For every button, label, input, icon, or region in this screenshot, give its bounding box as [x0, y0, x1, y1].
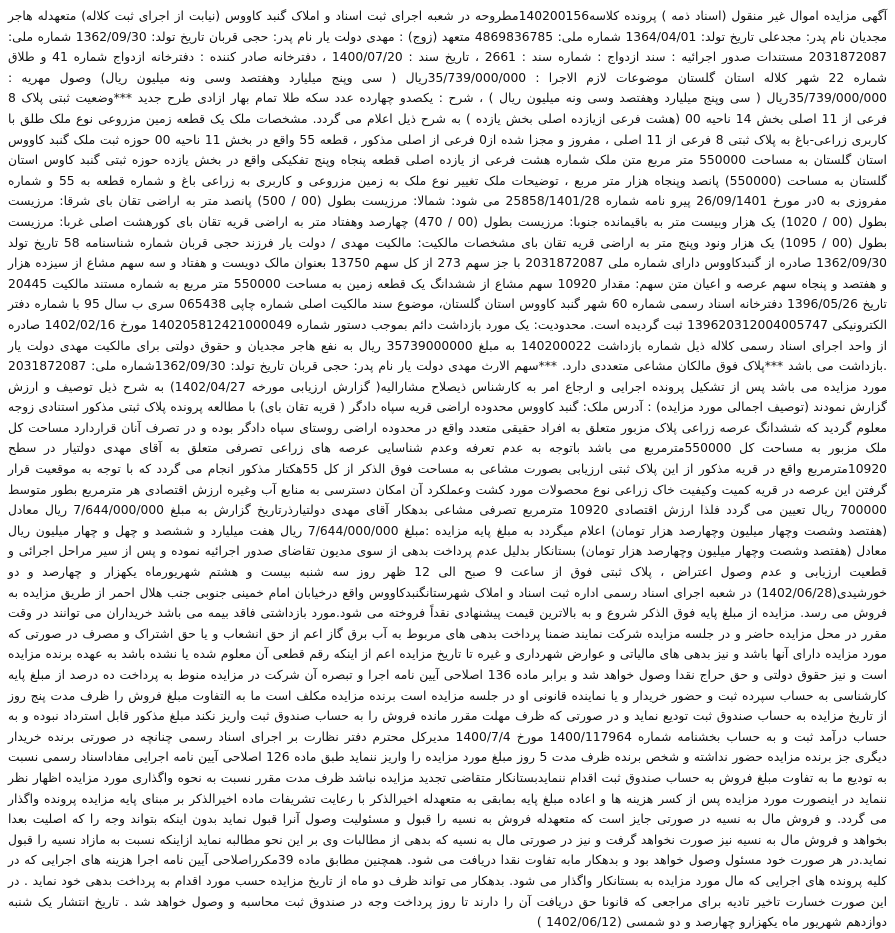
auction-notice-text: آگهی مزایده اموال غیر منقول (اسناد ذمه ) پرونده کلاسه140200156مطروحه در شعبه اجرای ثبت اسناد و املاک گنبد کاووس (نیابت از اجرای ثبت کلاله) متعهدله هاجر مجدیان نام پدر: مجدعلی تاریخ تولد: 1364/04/01 شماره ملی: 4869836785 متعهد (زوج) : مهدی دولت یار نام پدر: حجی قربان تاریخ تولد: 1362/09/30 شماره ملی: 2031872087 مستندات صدور اجرائیه : سند ازدواج : شماره سند : 2661 ، تاریخ سند : 1400/07/20 ، دفترخانه صادر کننده : دفترخانه ازدواج شماره 41 و طلاق شماره 22 شهر کلاله استان گلستان موضوعات لازم الاجرا : 35/739/000/000ریال ( سی وپنج میلیارد وهفتصد وسی ونه میلیون ریال) وصول مهریه : 35/739/000/000ریال ( سی وپنج میلیارد وهفتصد وسی ونه میلیون ریال ) ، شرح : یکصدو چهارده عدد سکه طلا تمام بهار ازادی طرح جدید ***وضعیت ثبتی پلاک 8 فرعی از 11 اصلی بخش 14 ناحیه 00 (هشت فرعی ازیازده اصلی بخش یازده ) به شرح ذیل اعلام می گردد. مشخصات ملک یک قطعه زمین مزروعی نوع ملک طلق با کاربری زراعی-باغ به پلاک ثبتی 8 فرعی از 11 اصلی ، مفروز و مجزا شده از0 فرعی از اصلی مذکور ، قطعه 55 واقع در بخش 11 ناحیه 00 حوزه ثبت ملک گنبد کاووس استان گلستان به مساحت 550000 متر مربع متن ملک شماره هشت فرعی از یازده اصلی قطعه پنجاه وپنج تفکیکی واقع در بخش یازده حوزه ثبتی گنبد کاوس استان گلستان به مساحت (550000) پانصد وپنجاه هزار متر مربع ، توضیحات ملک تغییر نوع ملک به زمین مزروعی و کاربری به زراعی باغ و شماره قطعه به 55 و شماره مفروزی به 0در مورخ 26/09/1401 پیرو نامه شماره 25858/1401/28 می شود: شمالا: مرزیست بطول (00 / 500) پانصد متر به اراضی تقان بای شرقا: مرزیست بطول (00 / 1020) یک هزار وبیست متر به باقیمانده جنوبا: مرزیست بطول (00 / 470) چهارصد وهفتاد متر به اراضی قریه تقان بای کورهشت اصلی غربا: مرزیست بطول (00 / 1095) یک هزار ونود وپنج متر به اراضی قریه تقان بای مشخصات مالکیت: مالکیت مهدی / دولت یار فرزند حجی قربان شماره شناسنامه 58 تاریخ تولد 1362/09/30 صادره از گنبدکاووس دارای شماره ملی 2031872087 با جز سهم 273 از کل سهم 13750 بعنوان مالک دویست و هفتاد و سه سهم مشاع از سیزده هزار و هفتصد و پنجاه سهم عرصه و اعیان متن سهم: مقدار 10920 سهم مشاع از ششدانگ یک قطعه زمین به مساحت 550000 متر مربع به شماره مستند مالکیت 20445 تاریخ 1396/05/26 دفترخانه اسناد رسمی شماره 60 شهر گنبد کاووس استان گلستان، موضوع سند مالکیت اصلی شماره چاپی 065438 سری ب سال 95 با شماره دفتر الکترونیکی 139620312004005747 ثبت گردیده است. محدودیت: یک مورد بازداشت دائم بموجب دستور شماره 140205812421000049 مورخ 1402/02/16 صادره از واحد اجرای اسناد رسمی کلاله ذیل شماره بازداشت 140200022 به مبلغ 35739000000 ریال به نفع هاجر مجدیان و حقوق دولتی برای مالکیت مهدی دولت یار .بازداشت می باشد ***پلاک فوق مالکان مشاعی متعددی دارد. ***سهم الارث مهدی دولت یار نام پدر: حجی قربان تاریخ تولد: 1362/09/30شماره ملی: 2031872087 مورد مزایده می باشد پس از تشکیل پرونده اجرایی و ارجاع امر به کارشناس ذیصلاح مشارالیه( گزارش ارزیابی مورخه 1402/04/27) به شرح ذیل توصیف و ارزش گزارش نمودند (توصیف اجمالی مورد مزایده) : آدرس ملک: گنبد کاووس محدوده اراضی قریه سپاه دادگر ( قریه تقان بای) با مطالعه پرونده پلاک ثبتی مذکور استنادی زوجه معلوم گردید که ششدانگ عرصه زراعی پلاک مزبور متعلق به افراد حقیقی متعدد واقع در محدوده اراضی روستای سپاه دادگر بوده و در تصرف آنان قراردارد مساحت کل ملک مزبور به مساحت کل 550000مترمربع می باشد باتوجه به عدم تعرفه وعدم شناسایی عرصه های زراعی تصرفی متعلق به آقای مهدی دولتیار در سطح 10920مترمربع واقع در قریه مذکور از این پلاک ثبتی ارزیابی بصورت مشاعی به مساحت فوق الذکر از کل 55هکتار مذکور انجام می گردد که با توجه به موقعیت قرار گرفتن این عرصه در قریه کمیت وکیفیت خاک زراعی نوع محصولات مورد کشت وعملکرد آن امکان دسترسی به منابع آب وغیره ارزش اقتصادی هر مترمربع بطور متوسط 700000 ریال تعیین می گردد فلذا ارزش اقتصادی 10920 مترمربع تصرفی مشاعی بدهکار آقای مهدی دولتیارذرتاریخ گزارش به مبلغ 7/644/000/000 ریال معادل (هفتصد وشصت وچهار میلیون وچهارصد هزار تومان) اعلام میگردد به مبلغ پایه مزایده :مبلغ 7/644/000/000 ریال هفت میلیارد و ششصد و چهل و چهار میلیون ریال معادل (هفتصد وشصت وچهار میلیون وچهارصد هزار تومان) بستانکار بدلیل عدم پرداخت بدهی از سوی مدیون تقاضای صدور اجرائیه نموده و پس از سیر مراحل اجرائی و قطعیت ارزیابی و عدم وصول اعتراض ، پلاک ثبتی فوق از ساعت 9 صبح الی 12 ظهر روز سه شنبه بیست و هشتم شهریورماه یکهزار و چهارصد و دو خورشیدی(1402/06/28) در شعبه اجرای اسناد رسمی اداره ثبت اسناد و املاک شهرستانگنبدکاووس واقع درخیابان امام خمینی جنوبی جنب هلال احمر از طریق مزایده به فروش می رسد. مزایده از مبلغ پایه فوق الذکر شروع و به بالاترین قیمت پیشنهادی نقداً فروخته می شود.مورد بازداشتی فاقد بیمه می باشد خریداران می توانند در وقت مقرر در محل مزایده حاضر و در جلسه مزایده شرکت نمایند ضمنا پرداخت بدهی های مربوط به آب برق گاز اعم از حق انشعاب و یا حق اشتراک و مصرف در صورتی که مورد مزایده دارای آنها باشد و نیز بدهی های مالیاتی و عوارض شهرداری و غیره تا تاریخ مزایده اعم از اینکه رقم قطعی آن معلوم شده یا نشده باشد به عهده برنده مزایده است و نیز حقوق دولتی و حق حراج نقدا وصول خواهد شد و برابر ماده 136 اصلاحی آیین نامه اجرا و تبصره آن شرکت در مزایده منوط به پرداخت ده درصد از مبلغ پایه کارشناسی به حساب سپرده ثبت و حضور خریدار و یا نماینده قانونی او در جلسه مزایده است برنده مزایده مکلف است ما به التفاوت مبلغ فروش را ظرف مدت پنج روز از تاریخ مزایده به حساب صندوق ثبت تودیع نماید و در صورتی که ظرف مهلت مقرر مانده فروش را به حساب صندوق ثبت واریز نکند مبلغ مذکور قابل استرداد نبوده و به حساب درآمد ثبت و به حساب بخشنامه شماره 1400/117964 مورخ 1400/7/4 مدیرکل محترم دفتر نظارت بر اجرای اسناد رسمی چنانچه در صورتی برنده خریدار دیگری جز برنده مزایده حضور نداشته و شخص برنده ظرف مدت 5 روز مبلغ مورد مزایده را واریز ننماید طبق ماده 126 اصلاحی آیین نامه اجرایی مفاداسناد رسمی نسبت به تودیع ما به تفاوت مبلغ فروش به حساب صندوق ثبت اقدام ننمایدبستانکار متقاضی تجدید مزایده نباشد ظرف مدت مقرر نسبت به نحوه واگذاری مورد مزایده اظهار نظر ننماید در اینصورت مورد مزایده پس از کسر هزینه ها و اعاده مبلغ پایه بمابقی به متعهدله اخیرالذکر با رعایت تشریفات ماده اخیرالذکر بر مبنای پایه مزایده پرونده واگذار می گردد. و فروش مال به نسیه در صورتی جایز است که متعهدله فروش به نسیه را قبول و مسئولیت وصول آنرا قبول نماید بدون اینکه بتواند وجه را که اصلیت بعدا بخواهد و فروش مال به نسیه نیز صورت نخواهد گرفت و نیز در صورتی مال به نسیه که بدهی از مطالبات وی بر این نحو مطالبه نماید ازاینکه نسبت به مازاد نسیه را قبول نماید.در هر صورت خود مسئول وصول خواهد بود و بدهکار مابه تفاوت نقدا دریافت می شود. همچنین مطابق ماده 39مکرراصلاحی آیین نامه اجرا هزینه های اجرایی که در کلیه پرونده های اجرایی که مال مورد مزایده به بستانکار واگذار می شود. بدهکار می تواند ظرف دو ماه از تاریخ مزایده حسب مورد اقدام به پرداخت بدهی خود نماید . در این صورت خسارت تاخیر تادیه برای مراجعی که قانونا حق دریافت آن را دارند تا روز پرداخت وجه در صندوق ثبت محاسبه و وصول خواهد شد . تاریخ انتشار یک شنبه دوازدهم شهریور ماه یکهزارو چهارصد و دو شمسی (1402/06/12 ) — [8, 9, 888, 930]
